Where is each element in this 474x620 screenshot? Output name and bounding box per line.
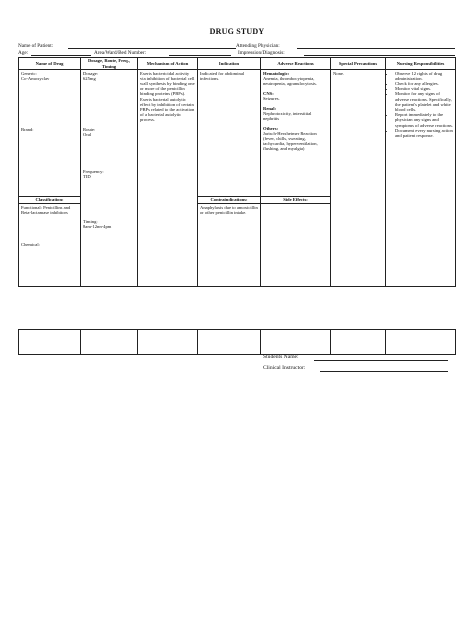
classification-header: Classification: [19,196,80,204]
renal-text: Nephrotoxicity, interstitial nephritis [263,110,312,121]
col-header-mechanism: Mechanism of Action [138,58,198,70]
list-item: • Document every nursing action and patient response. [395,128,453,138]
indication-text: Indicated for abdominal infections. [200,70,245,81]
blank-cell[interactable] [198,330,261,355]
indication-cell [198,70,261,287]
list-item: • Monitor vital signs. [395,86,453,91]
chemical-class: Chemical: [21,241,40,247]
renal-header: Renal: [263,105,277,111]
students-name-field[interactable] [314,360,448,361]
blank-cell[interactable] [261,330,331,355]
drug-study-table [18,57,456,287]
blank-entry-table [18,329,456,355]
blank-cell[interactable] [81,330,138,355]
precautions-text: None. [333,70,345,76]
frequency-label: Frequency: [83,168,104,174]
attending-physician-field[interactable] [297,48,455,49]
blank-cell[interactable] [19,330,81,355]
mechanism-text: Exerts bactericidal activity via inhibition of bacterial cell wall synthesis by binding one or more of the penicillin binding proteins (PBPs). Exerts bacterial autolytic effect by inhibition of certain PBPs related to the activation of a bacterial autolytic process. [140,70,195,123]
clinical-instructor-label: Clinical Instructor: [263,365,306,371]
blank-cell[interactable] [386,330,456,355]
list-item: • Check for any allergies. [395,81,453,86]
timing-label: Timing: [83,218,98,224]
others-header: Others: [263,125,279,131]
contraindications-header: Contraindications: [198,196,260,204]
hematologic-text: Anemia, thrombocytopenia, neutropenia, agranulocytosis. [263,75,317,86]
route-value: Oral [83,131,92,137]
table-row [19,330,456,355]
mechanism-cell [138,70,198,287]
clinical-instructor-field[interactable] [320,371,448,372]
attending-physician-label: Attending Physician: [236,43,280,49]
patient-name-label: Name of Patient: [18,43,54,49]
impression-label: Impression/Diagnosis: [238,50,285,56]
page-title: DRUG STUDY [209,27,265,36]
others-text: Jarisch-Herxheimer Reaction (fever, chills, sweating, tachycardia, hyperventilation, flushing, and myalgia) [263,130,318,152]
adverse-reactions-cell [261,70,331,287]
table-header-row [19,58,456,70]
side-effects-header: Side Effects: [261,196,330,204]
col-header-adverse-reactions: Adverse Reactions [261,58,331,70]
contraindications-text: Anaphylaxis due to amoxicillin or other penicillin intake. [200,204,258,215]
functional-class: Functional: Penicillins and Beta-lactamase inhibitors [21,204,71,215]
cns-text: Seizures. [263,95,280,101]
age-field[interactable] [31,55,91,56]
impression-field[interactable] [304,55,455,56]
dosage-label: Dosage: [83,70,99,76]
col-header-indication: Indication [198,58,261,70]
brand-label: Brand: [21,126,34,132]
age-label: Age: [18,50,29,56]
nursing-list [388,71,453,139]
frequency-value: TID [83,173,91,179]
blank-cell[interactable] [331,330,386,355]
patient-name-field[interactable] [68,48,236,49]
precautions-cell [331,70,386,287]
generic-value: Co-Amoxyclav [21,75,50,81]
timing-value: 8am-12nn-4pm [83,223,112,229]
list-item: • Report immediately to the physician any signs and symptoms of adverse reactions. [395,112,453,128]
cns-header: CNS: [263,90,274,96]
list-item: • Observe 12 rights of drug administration. [395,71,453,81]
hematologic-header: Hematologic: [263,70,290,76]
blank-cell[interactable] [138,330,198,355]
col-header-nursing: Nursing Responsibilities [386,58,456,70]
col-header-special-precautions: Special Precautions [331,58,386,70]
route-label: Route: [83,126,96,132]
col-header-name-of-drug: Name of Drug [19,58,81,70]
dosage-value: 625mg [83,75,96,81]
table-row [19,70,456,287]
area-ward-bed-label: Area/Ward/Bed Number: [94,50,147,56]
dosage-cell [81,70,138,287]
list-item: • Monitor for any signs of adverse reactions. Specifically, the patient's platelet and white blood cells. [395,91,453,112]
students-name-label: Students Name: [263,354,299,360]
col-header-dosage: Dosage, Route, Freq., Timing [81,58,138,70]
nursing-cell [386,70,456,287]
generic-label: Generic: [21,70,37,76]
drug-name-cell [19,70,81,287]
area-ward-bed-field[interactable] [169,55,231,56]
